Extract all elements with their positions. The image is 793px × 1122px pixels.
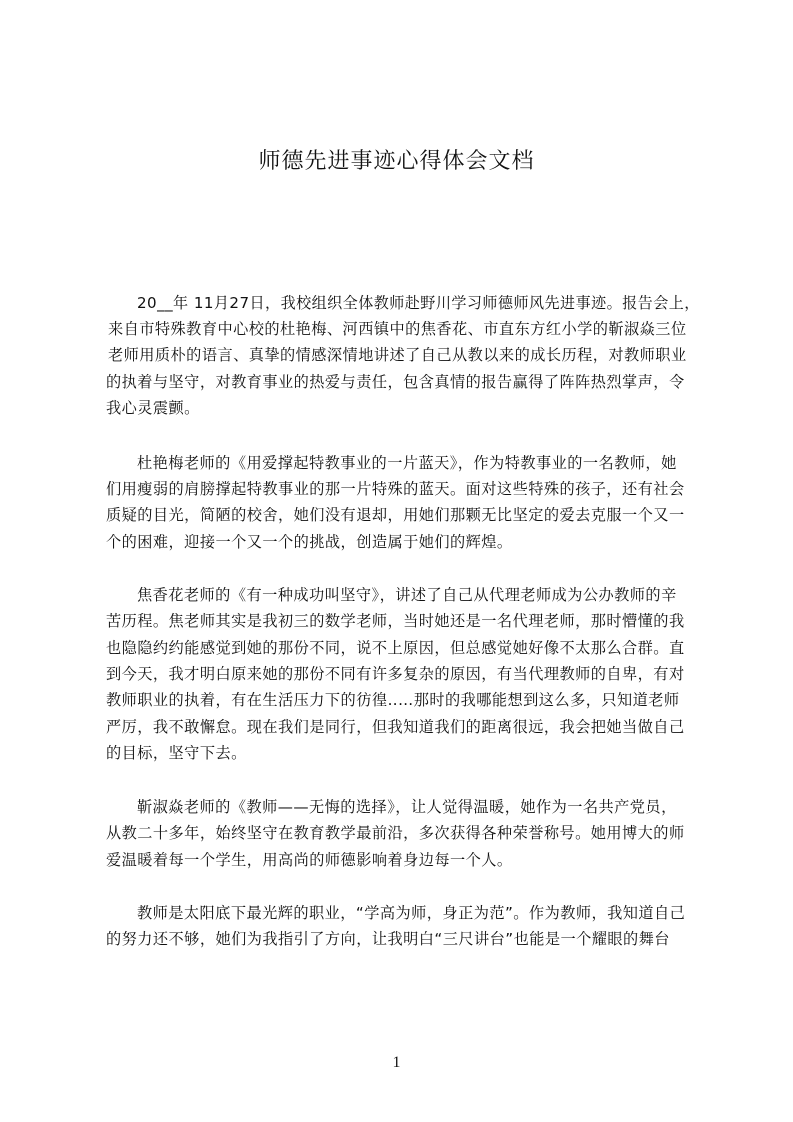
text-line: 爱温暖着每一个学生，用高尚的师德影响着身边每一个人。 xyxy=(106,851,513,869)
text-line: 20__年 11月27日，我校组织全体教师赴野川学习师德师风先进事迹。报告会上， xyxy=(137,294,700,312)
text-line: 我心灵震颤。 xyxy=(106,399,200,417)
text-line: 的执着与坚守，对教育事业的热爱与责任，包含真情的报告赢得了阵阵热烈掌声，令 xyxy=(106,373,685,391)
text-line: 的目标，坚守下去。 xyxy=(106,744,247,762)
text-line: 也隐隐约约能感觉到她的那份不同，说不上原因，但总感觉她好像不太那么合群。直 xyxy=(106,639,685,657)
text-line: 教师是太阳底下最光辉的职业，“学高为师，身正为范”。作为教师，我知道自己 xyxy=(137,904,686,922)
text-line: 个的困难，迎接一个又一个的挑战，创造属于她们的辉煌。 xyxy=(106,533,513,551)
text-line: 到今天，我才明白原来她的那份不同有许多复杂的原因，有当代理教师的自卑，有对 xyxy=(106,665,685,683)
text-line: 质疑的目光，简陋的校舍，她们没有退却，用她们那颗无比坚定的爱去克服一个又一 xyxy=(106,506,685,524)
text-line: 来自市特殊教育中心校的杜艳梅、河西镇中的焦香花、市直东方红小学的靳淑焱三位 xyxy=(108,320,687,338)
text-line: 焦香花老师的《有一种成功叫坚守》，讲述了自己从代理老师成为公办教师的辛 xyxy=(137,586,677,604)
text-line: 老师用质朴的语言、真挚的情感深情地讲述了自己从教以来的成长历程，对教师职业 xyxy=(108,346,687,364)
page-number: 1 xyxy=(392,1054,401,1071)
text-line: 们用瘦弱的肩膀撑起特教事业的那一片特殊的蓝天。面对这些特殊的孩子，还有社会 xyxy=(106,480,685,498)
text-line: 从教二十多年，始终坚守在教育教学最前沿，多次获得各种荣誉称号。她用博大的师 xyxy=(106,824,685,842)
text-line: 教师职业的执着，有在生活压力下的彷徨‥…那时的我哪能想到这么多，只知道老师 xyxy=(106,691,680,709)
text-line: 杜艳梅老师的《用爱撑起特教事业的一片蓝天》，作为特教事业的一名教师，她 xyxy=(137,454,677,472)
document-title: 师德先进事迹心得体会文档 xyxy=(258,149,535,174)
text-line: 苦历程。焦老师其实是我初三的数学老师，当时她还是一名代理老师，那时懵懂的我 xyxy=(106,612,685,630)
text-line: 靳淑焱老师的《教师——无悔的选择》，让人觉得温暖，她作为一名共产党员， xyxy=(137,798,677,816)
text-line: 严厉，我不敢懈怠。现在我们是同行，但我知道我们的距离很远，我会把她当做自己 xyxy=(106,718,685,736)
text-line: 的努力还不够，她们为我指引了方向，让我明白“三尺讲台”也能是一个耀眼的舞台 xyxy=(106,930,670,948)
